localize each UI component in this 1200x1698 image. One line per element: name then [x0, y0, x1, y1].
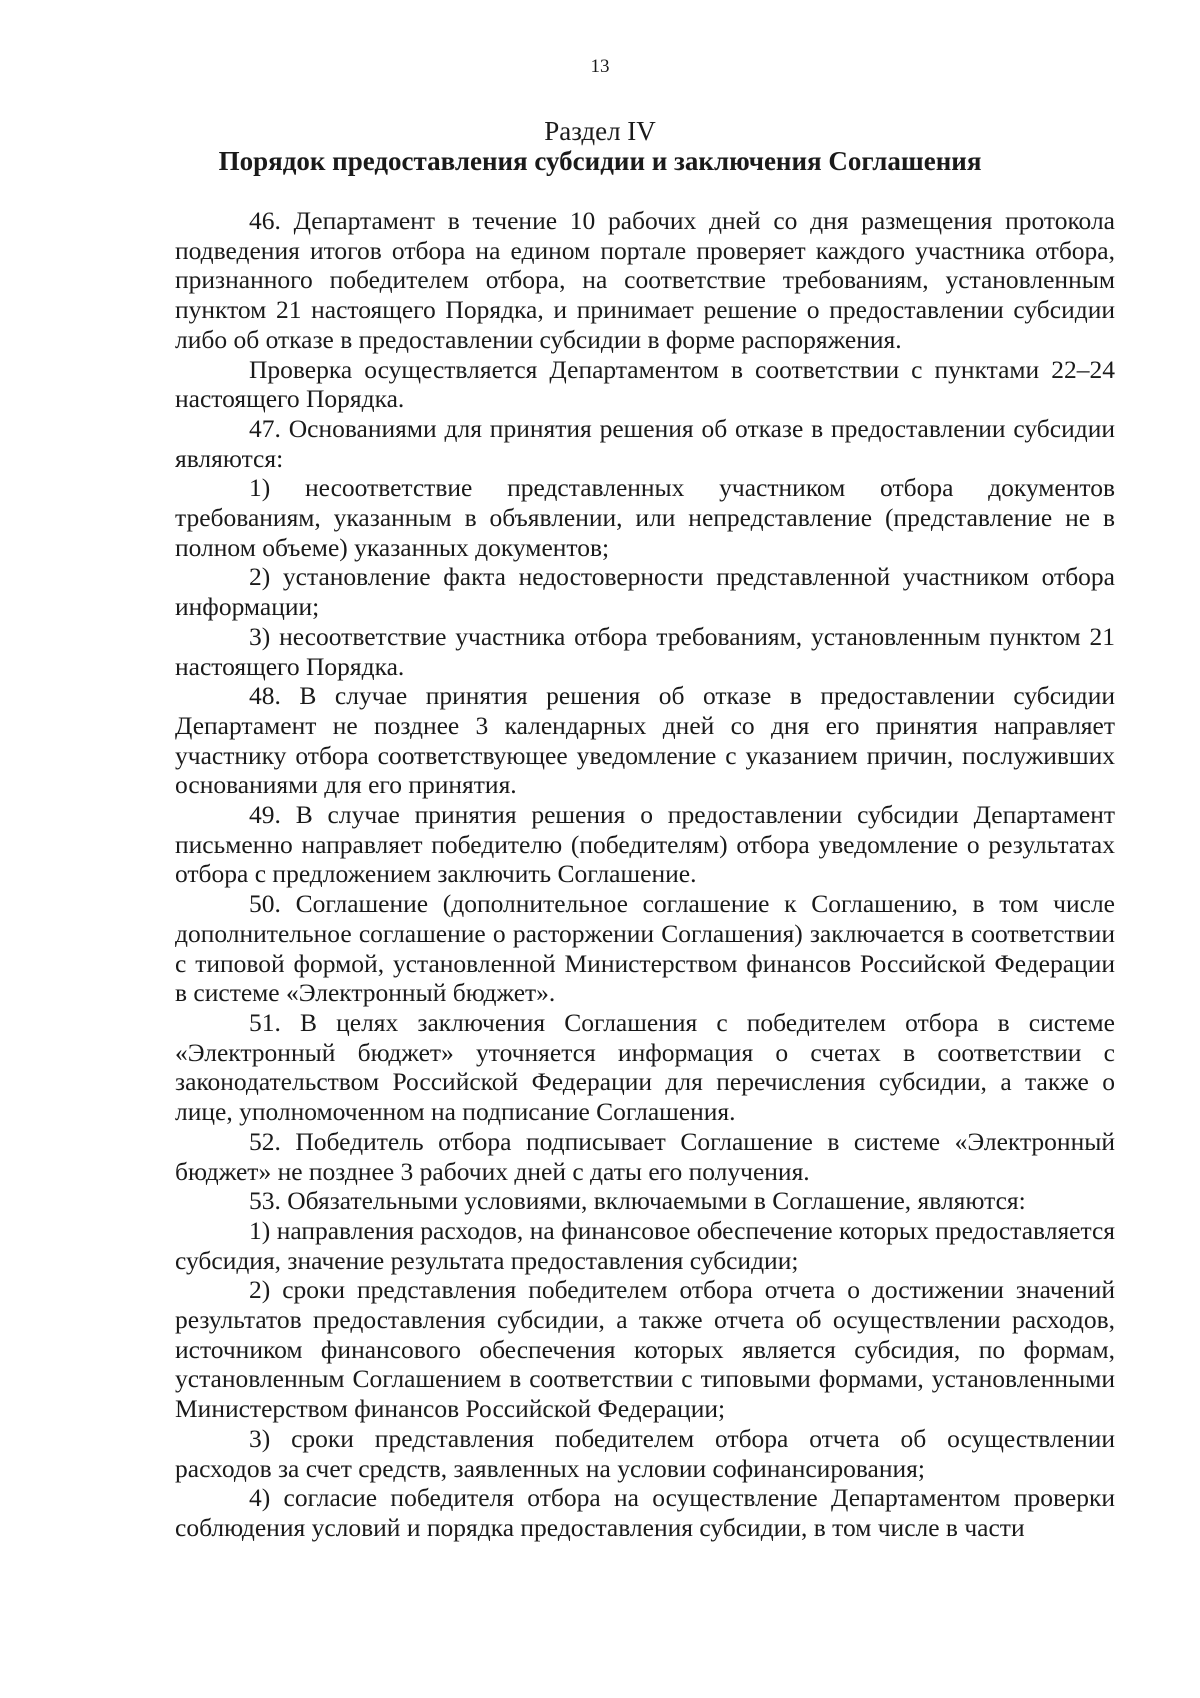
document-body — [175, 206, 1115, 1543]
paragraph-47-item-1: 1) несоответствие представленных участником отбора документов требованиям, указанным в объявлении, или непредставление (представление не в полном объеме) указанных документов; — [175, 473, 1115, 562]
paragraph-46: 46. Департамент в течение 10 рабочих дней со дня размещения протокола подведения итогов отбора на едином портале проверяет каждого участника отбора, признанного победителем отбора, на соответствие требованиям, установленным пунктом 21 настоящего Порядка, и принимает решение о предоставлении субсидии либо об отказе в предоставлении субсидии в форме распоряжения. — [175, 206, 1115, 354]
paragraph-53-item-4: 4) согласие победителя отбора на осуществление Департаментом проверки соблюдения условий и порядка предоставления субсидии, в том числе в части — [175, 1483, 1115, 1542]
paragraph-49: 49. В случае принятия решения о предоставлении субсидии Департамент письменно направляет победителю (победителям) отбора уведомление о результатах отбора с предложением заключить Соглашение. — [175, 800, 1115, 889]
paragraph-50: 50. Соглашение (дополнительное соглашение к Соглашению, в том числе дополнительное соглашение о расторжении Соглашения) заключается в соответствии с типовой формой, установленной Министерством финансов Российской Федерации в системе «Электронный бюджет». — [175, 889, 1115, 1008]
paragraph-47-item-3: 3) несоответствие участника отбора требованиям, установленным пунктом 21 настоящего Порядка. — [175, 621, 1115, 681]
paragraph-53: 53. Обязательными условиями, включаемыми в Соглашение, являются: — [249, 1186, 1026, 1216]
paragraph-47-item-2: 2) установление факта недостоверности представленной участником отбора информации; — [175, 562, 1115, 622]
page-number: 13 — [590, 56, 610, 77]
paragraph-51: 51. В целях заключения Соглашения с победителем отбора в системе «Электронный бюджет» уточняется информация о счетах в соответствии с законодательством Российской Федерации для перечисления субсидии, а также о лице, уполномоченном на подписание Соглашения. — [175, 1007, 1115, 1127]
paragraph-53-item-2: 2) сроки представления победителем отбора отчета о достижении значений результатов предоставления субсидии, а также отчета об осуществлении расходов, источником финансового обеспечения которых является субсидия, по формам, установленным Соглашением в соответствии с типовыми формами, установленными Министерством финансов Российской Федерации; — [175, 1275, 1115, 1424]
paragraph-53-item-3: 3) сроки представления победителем отбора отчета об осуществлении расходов за счет средств, заявленных на условии софинансирования; — [175, 1423, 1115, 1483]
paragraph-53-item-1: 1) направления расходов, на финансовое обеспечение которых предоставляется субсидия, значение результата предоставления субсидии; — [175, 1215, 1115, 1275]
paragraph-46-check: Проверка осуществляется Департаментом в соответствии с пунктами 22–24 настоящего Порядка. — [175, 354, 1115, 414]
paragraph-47: 47. Основаниями для принятия решения об отказе в предоставлении субсидии являются: — [175, 413, 1115, 473]
paragraph-48: 48. В случае принятия решения об отказе в предоставлении субсидии Департамент не позднее 3 календарных дней со дня его принятия направляет участнику отбора соответствующее уведомление с указанием причин, послуживших основаниями для его принятия. — [175, 681, 1115, 800]
section-title: Порядок предоставления субсидии и заключения Соглашения — [218, 146, 982, 176]
paragraph-52: 52. Победитель отбора подписывает Соглашение в системе «Электронный бюджет» не позднее 3 рабочих дней с даты его получения. — [175, 1126, 1115, 1186]
section-label: Раздел IV — [544, 116, 656, 146]
